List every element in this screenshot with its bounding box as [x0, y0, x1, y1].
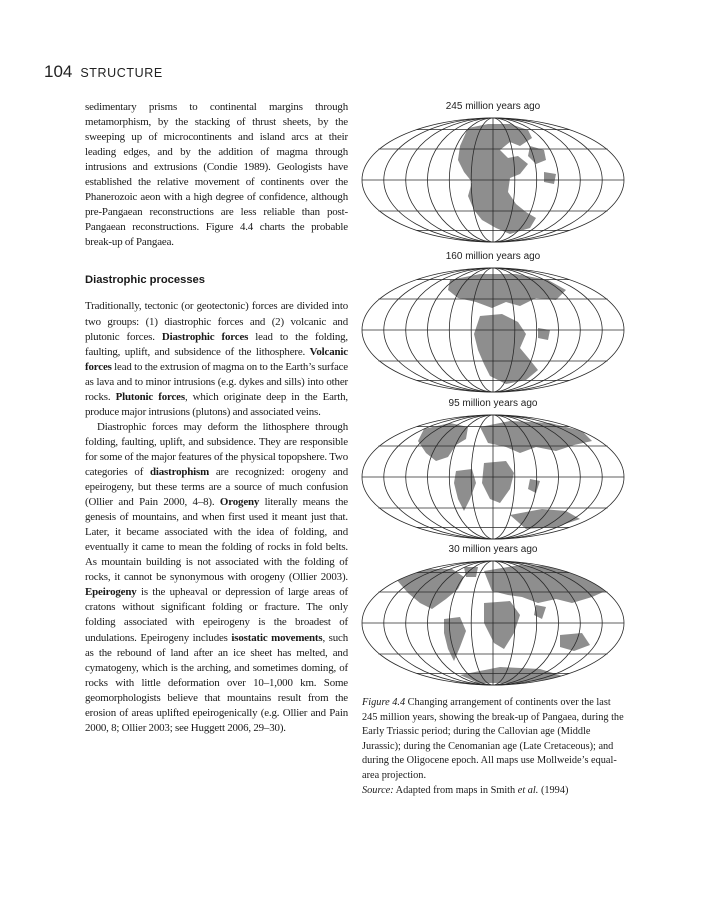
text-run: Diastrophic forces may deform the lithosphere through folding, faulting, uplift, and subsidence. They are responsible for some of the major features of the physical topopshere. Two categories of — [85, 420, 348, 478]
main-text-column — [85, 100, 348, 736]
continents — [396, 565, 610, 683]
term-plutonic-forces: Plutonic forces — [115, 390, 185, 403]
map-245-ma — [358, 100, 628, 244]
text-run: lead to the extrusion of magma on to the Earth’s surface as lava and to minor intrusions (e.g. dykes and sills) into other rocks. — [85, 360, 348, 403]
map-95-ma — [358, 397, 628, 541]
running-section-title: STRUCTURE — [80, 66, 163, 80]
text-run: Traditionally, tectonic (or geotectonic) forces are divided into two groups: (1) diastrophic forces and (2) volcanic and plutonic forces. — [85, 300, 348, 343]
source-text: Adapted from maps in Smith — [393, 784, 518, 796]
north-america — [396, 569, 464, 609]
term-orogeny: Orogeny — [219, 496, 260, 509]
graticule — [362, 118, 624, 242]
page-number: 104 — [44, 62, 73, 81]
map-label: 245 million years ago — [445, 101, 541, 112]
north-america — [418, 423, 468, 461]
mollweide-map-160-ma — [360, 266, 626, 394]
pangaea-landmass — [458, 124, 536, 234]
section-heading: Diastrophic processes — [85, 274, 206, 287]
graticule — [362, 268, 624, 392]
laurasia-landmass — [448, 274, 566, 308]
continents — [458, 124, 556, 234]
term-diastrophism: diastrophism — [149, 465, 210, 478]
antarctica-australia — [510, 509, 580, 529]
figure-caption — [362, 696, 627, 798]
text-run: are recognized: orogeny and epeirogeny, but these terms are a source of much confusion (Ollier and Pain 2000, 4–8). — [85, 465, 348, 509]
text-run: , which originate deep in the Earth, produce major intrusions (plutons) and associated veins. — [85, 390, 348, 418]
map-160-ma — [358, 250, 628, 394]
map-label: 160 million years ago — [445, 251, 541, 262]
mollweide-map-95-ma — [360, 413, 626, 541]
intro-paragraph: sedimentary prisms to continental margins through metamorphism, by the stacking of thrust sheets, by the sweeping up of microcontinents and island arcs at their leading edges, and by the addition of magma through intrusions and extrusions (Condie 1989). Geologists have established the relative movement of continents over the Phanerozoic aeon with a high degree of confidence, although pre-Pangaean reconstructions are less reliable than post-Pangaean reconstructions. Figure 4.4 charts the probable break-up of Pangaea. — [85, 101, 348, 249]
continents — [418, 421, 592, 529]
mollweide-map-245-ma — [360, 116, 626, 244]
term-diastrophic-forces: Diastrophic forces — [161, 330, 249, 343]
land-fragment — [544, 172, 556, 184]
term-isostatic-movements: isostatic movements — [231, 631, 323, 644]
india — [528, 479, 540, 493]
graticule — [362, 415, 624, 539]
map-label: 30 million years ago — [448, 544, 538, 555]
paragraph-orogeny-epeirogeny — [85, 420, 348, 736]
continents — [448, 274, 566, 384]
text-run: , such as the rebound of land after an ice sheet has melted, and cymatogeny, which is the arching, and sometimes doming, of rocks with little deformation over 10–1,000 km. Some geomorphologists believe that mountains result from the erosion of areas uplifted epeirogenically (e.g. Ollier and Pain 2000, 8; Ollier 2003; see Huggett 2006, 29–30). — [85, 631, 348, 734]
et-al: et al. — [517, 784, 539, 796]
gondwana-landmass — [474, 314, 538, 384]
caption-text: Changing arrangement of continents over the last 245 million years, showing the break-up of Pangaea, during the Early Triassic period; during the Callovian age (Middle Jurassic); during the Cenomanian age (Late Cretaceous); and during the Oligocene epoch. All maps use Mollweide’s equal-area projection. — [362, 697, 624, 781]
text-run: is the upheaval or depression of large areas of cratons without significant folding or fracture. The only folding associated with epeirogeny is the broadest of undulations. Epeirogeny includes — [85, 586, 348, 644]
mollweide-map-30-ma — [360, 559, 626, 687]
australia — [560, 633, 590, 651]
figure-label: Figure 4.4 — [362, 697, 406, 708]
page-header — [44, 62, 163, 82]
map-label: 95 million years ago — [448, 398, 538, 409]
paragraph-tectonic-forces — [85, 299, 348, 419]
africa — [482, 461, 514, 503]
map-30-ma — [358, 543, 628, 687]
greenland — [464, 567, 478, 577]
south-america — [454, 469, 476, 511]
source-label: Source: — [362, 784, 394, 796]
eurasia — [484, 565, 610, 603]
text-run: literally means the genesis of mountains, and when first used it meant just that. Later, it became associated with the idea of folding, and eventually it came to mean the folding of rocks in fold belts. As mountain building is not associated with the folding of rocks, it cannot be synonymous with orogeny (Ollier 2003). — [85, 496, 348, 584]
term-volcanic-forces: Volcanic forces — [85, 345, 348, 373]
eurasia — [480, 421, 592, 453]
source-year: (1994) — [538, 784, 569, 796]
term-epeirogeny: Epeirogeny — [85, 586, 137, 599]
text-run: lead to the folding, faulting, uplift, and subsidence of the lithosphere. — [85, 330, 348, 358]
